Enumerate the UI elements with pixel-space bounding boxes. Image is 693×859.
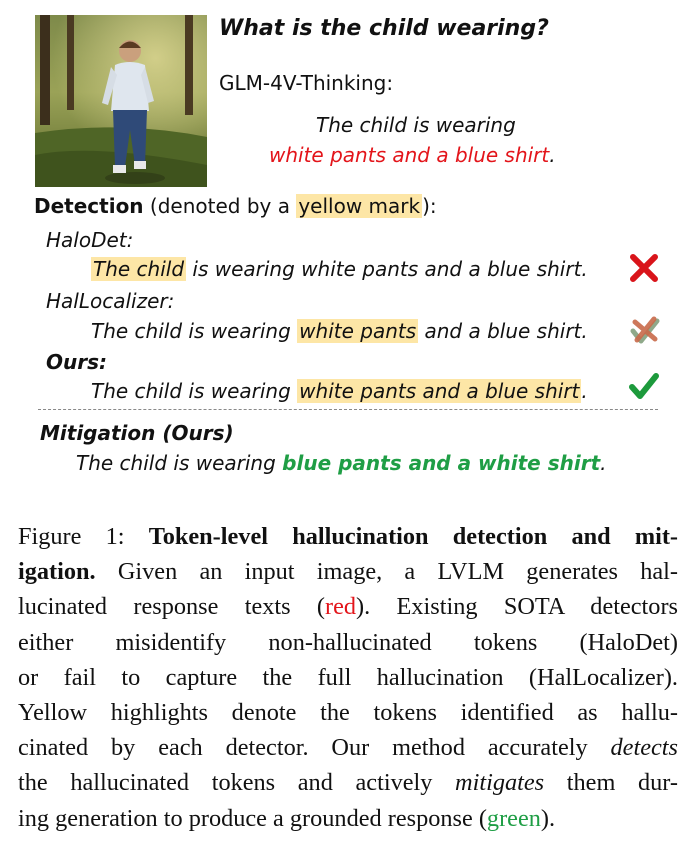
response-line-2 bbox=[269, 143, 556, 167]
caption-text: lucinated response texts ( bbox=[18, 593, 325, 621]
detector-name-ours: Ours: bbox=[46, 350, 108, 374]
caption-text: them dur- bbox=[544, 769, 678, 797]
marked-tokens: white pants and a blue shirt bbox=[299, 379, 580, 403]
detection-heading bbox=[34, 194, 437, 218]
caption-text: ). bbox=[540, 804, 556, 832]
caption-line bbox=[18, 801, 678, 836]
hallucinated-text: white pants and a blue shirt bbox=[269, 143, 550, 167]
response-line-1: The child is wearing bbox=[316, 113, 516, 137]
caption-title-end: igation. bbox=[18, 558, 96, 586]
detector-name-hallocalizer: HalLocalizer: bbox=[46, 289, 175, 313]
caption-text: Given an input image, a LVLM generates hal- bbox=[95, 558, 678, 586]
check-icon bbox=[629, 371, 659, 401]
mitigated-response bbox=[76, 451, 606, 475]
detection-note-post: ): bbox=[422, 194, 437, 218]
input-photo-child bbox=[35, 15, 207, 187]
output-post: is wearing white pants and a blue shirt. bbox=[186, 257, 588, 281]
caption-line: or fail to capture the full hallucination (HalLocalizer). bbox=[18, 663, 678, 691]
caption-text: the hallucinated tokens and actively bbox=[18, 769, 456, 797]
detection-note-pre: (denoted by a bbox=[143, 194, 297, 218]
caption-italic-detects: detects bbox=[610, 734, 678, 762]
caption-line bbox=[18, 730, 678, 765]
detector-name-halodet: HaloDet: bbox=[46, 228, 134, 252]
detector-output-halodet bbox=[91, 257, 588, 281]
marked-tokens: The child bbox=[93, 257, 185, 281]
mitigated-post: . bbox=[600, 451, 607, 475]
grounded-text: blue pants and a white shirt bbox=[282, 451, 601, 475]
detector-output-ours bbox=[91, 379, 588, 403]
caption-red-word: red bbox=[325, 593, 357, 621]
mitigation-label: Mitigation (Ours) bbox=[40, 421, 234, 445]
dashed-divider bbox=[38, 409, 658, 410]
marked-tokens: white pants bbox=[299, 319, 417, 343]
figure-caption bbox=[18, 519, 678, 836]
mitigated-pre: The child is wearing bbox=[76, 451, 283, 475]
yellow-mark-sample: yellow mark bbox=[298, 194, 421, 218]
question-text: What is the child wearing? bbox=[219, 16, 549, 41]
model-name-label: GLM-4V-Thinking: bbox=[219, 71, 394, 95]
caption-text: ). Existing SOTA detectors bbox=[356, 593, 678, 621]
detector-output-hallocalizer bbox=[91, 319, 588, 343]
output-pre: The child is wearing bbox=[91, 379, 298, 403]
partial-check-icon bbox=[628, 313, 662, 347]
caption-line: Yellow highlights denote the tokens identified as hallu- bbox=[18, 699, 678, 727]
caption-title: Token-level hallucination detection and mit- bbox=[148, 523, 678, 550]
caption-line: either misidentify non-hallucinated tokens (HaloDet) bbox=[18, 628, 678, 656]
detection-label: Detection bbox=[34, 194, 144, 218]
caption-line bbox=[18, 519, 678, 554]
caption-line bbox=[18, 554, 678, 589]
output-post: . bbox=[581, 379, 588, 403]
figure-label: Figure 1: bbox=[18, 523, 149, 550]
output-post: and a blue shirt. bbox=[418, 319, 588, 343]
caption-green-word: green bbox=[486, 804, 541, 832]
output-pre: The child is wearing bbox=[91, 319, 298, 343]
caption-italic-mitigates: mitigates bbox=[455, 769, 545, 797]
caption-text: cinated by each detector. Our method accurately bbox=[18, 734, 611, 762]
response-period: . bbox=[549, 143, 556, 167]
caption-line bbox=[18, 765, 678, 800]
cross-icon bbox=[629, 253, 659, 283]
caption-text: ing generation to produce a grounded response ( bbox=[18, 804, 487, 832]
caption-line bbox=[18, 589, 678, 624]
